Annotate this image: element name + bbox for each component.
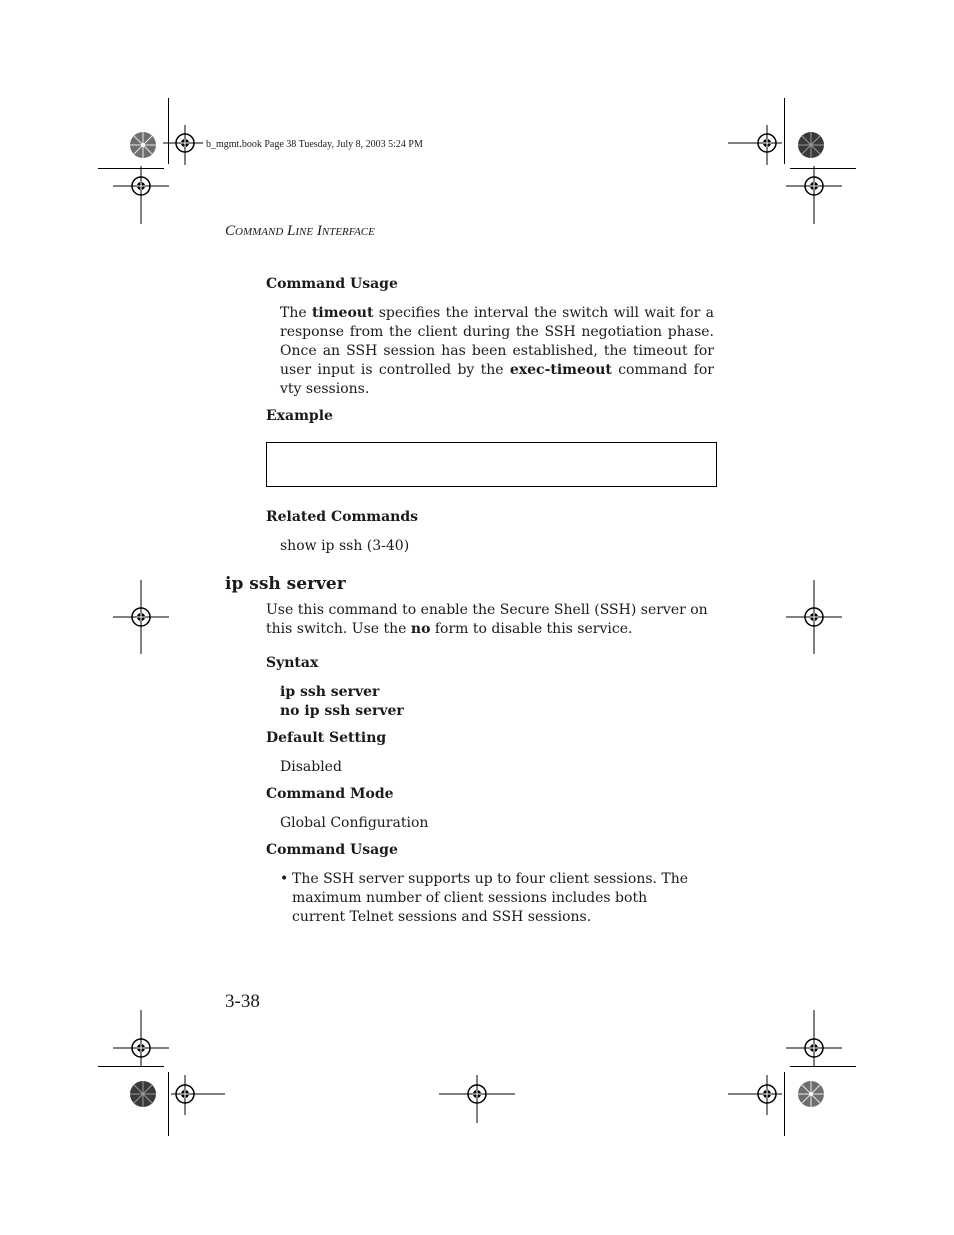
book-info-slug: b_mgmt.book Page 38 Tuesday, July 8, 2003 5:24 PM <box>206 139 423 150</box>
syntax-line: no ip ssh server <box>280 703 404 719</box>
page-number: 3-38 <box>225 991 260 1012</box>
usage-bullet-item <box>280 870 696 927</box>
syntax-line: ip ssh server <box>280 684 380 700</box>
keyword-timeout: timeout <box>311 305 374 321</box>
registration-mark-icon <box>439 1075 515 1123</box>
text-run: command for vty sessions. <box>280 362 714 397</box>
bullet-icon: • <box>280 871 289 887</box>
running-head-initial: L <box>287 223 296 239</box>
command-mode-value: Global Configuration <box>280 815 429 831</box>
registration-mark-icon <box>113 580 169 654</box>
running-head-smallcaps: INE <box>295 226 314 238</box>
related-commands-text: show ip ssh (3-40) <box>280 538 410 554</box>
running-head-smallcaps: NTERFACE <box>321 226 375 238</box>
registration-mark-icon <box>786 1010 842 1066</box>
command-usage-heading: Command Usage <box>266 276 398 292</box>
running-head-initial: C <box>225 223 236 239</box>
registration-mark-icon <box>728 1075 788 1115</box>
command-mode-heading: Command Mode <box>266 786 394 802</box>
default-setting-heading: Default Setting <box>266 730 387 746</box>
text-run: specifies the interval the switch will wait for a response from the client during the SSH negotiation phase. Once an SSH session has been established, the timeout for user input is controlled by the <box>280 305 714 378</box>
star-target-icon <box>129 1080 157 1108</box>
crop-line <box>790 1066 856 1067</box>
registration-mark-icon <box>163 125 203 165</box>
example-box <box>266 442 717 487</box>
usage-bullet-text: The SSH server supports up to four client sessions. The maximum number of client sessions includes both current Telnet sessions and SSH sessions. <box>292 871 689 925</box>
section-intro <box>266 601 714 639</box>
example-heading: Example <box>266 408 333 424</box>
registration-mark-icon <box>113 166 169 224</box>
registration-mark-icon <box>113 1010 169 1066</box>
syntax-block <box>280 683 404 721</box>
text-run: form to disable this service. <box>430 621 633 637</box>
star-target-icon <box>797 131 825 159</box>
crop-line <box>98 1066 164 1067</box>
registration-mark-icon <box>728 125 788 165</box>
related-commands-heading: Related Commands <box>266 509 418 525</box>
registration-mark-icon <box>786 580 842 654</box>
running-head-initial: I <box>316 223 322 239</box>
keyword-exec-timeout: exec-timeout <box>509 362 612 378</box>
running-head-smallcaps: OMMAND <box>235 226 284 238</box>
command-usage-paragraph <box>280 304 714 399</box>
registration-mark-icon <box>786 166 842 224</box>
text-run: Use this command to enable the Secure Shell (SSH) server on this switch. Use the <box>266 602 708 637</box>
section-title: ip ssh server <box>225 574 346 594</box>
star-target-icon <box>129 131 157 159</box>
registration-mark-icon <box>163 1075 225 1115</box>
command-usage-heading: Command Usage <box>266 842 398 858</box>
default-setting-value: Disabled <box>280 759 342 775</box>
text-run: The <box>280 305 312 321</box>
running-head <box>225 223 375 240</box>
keyword-no: no <box>410 621 431 637</box>
syntax-heading: Syntax <box>266 655 319 671</box>
star-target-icon <box>797 1080 825 1108</box>
